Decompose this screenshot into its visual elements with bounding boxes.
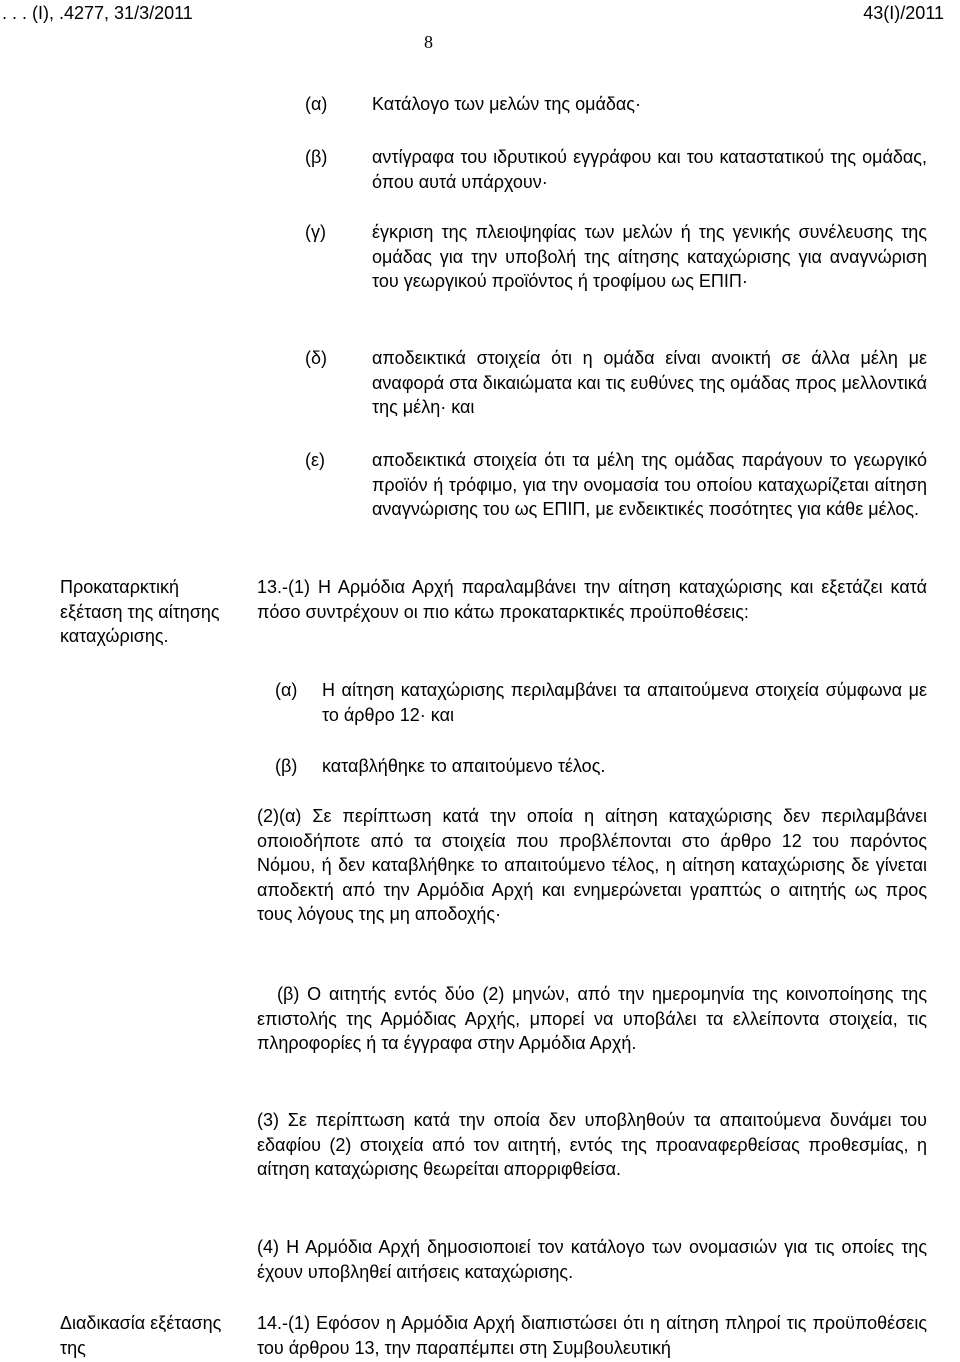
article-13-intro: 13.-(1) Η Αρμόδια Αρχή παραλαμβάνει την αίτηση καταχώρισης και εξετάζει κατά πόσο συντρέχουν οι πιο κάτω προκαταρκτικές προϋποθέσεις: xyxy=(257,577,927,622)
list-item-c: έγκριση της πλειοψηφίας των μελών ή της γενικής συνέλευσης της ομάδας για την υποβολή της αίτησης καταχώρισης για αναγνώριση του γεωργικού προϊόντος ή τροφίμου ως ΕΠΙΠ· xyxy=(372,222,927,291)
page-number: 8 xyxy=(424,32,433,52)
list-label-d: (δ) xyxy=(305,348,328,368)
list-label-e: (ε) xyxy=(305,450,326,470)
condition-label-a: (α) xyxy=(275,680,298,700)
condition-b: καταβλήθηκε το απαιτούμενο τέλος. xyxy=(322,756,606,776)
article-13-paragraph-2b: (β) Ο αιτητής εντός δύο (2) μηνών, από την ημερομηνία της κοινοποίησης της επιστολής της Αρμόδιας Αρχής, μπορεί να υποβάλει τα ελλείποντα στοιχεία, τις πληροφορίες ή τα έγγραφα στην Αρμόδια Αρχή. xyxy=(257,984,927,1053)
list-item-e: αποδεικτικά στοιχεία ότι τα μέλη της ομάδας παράγουν το γεωργικό προϊόν ή τρόφιμο, για την ονομασία του οποίου καταχωρίζεται αίτηση αναγνώρισης του ως ΕΠΙΠ, με ενδεικτικές ποσότητες για κάθε μέλος. xyxy=(372,450,927,519)
list-item-b: αντίγραφα του ιδρυτικού εγγράφου και του καταστατικού της ομάδας, όπου αυτά υπάρχουν· xyxy=(372,147,927,192)
article-13-paragraph-2a: (2)(α) Σε περίπτωση κατά την οποία η αίτηση καταχώρισης δεν περιλαμβάνει οποιοδήποτε από τα στοιχεία που προβλέπονται στο άρθρο 12 του παρόντος Νόμου, ή δεν καταβλήθηκε το απαιτούμενο τέλος, η αίτηση καταχώρισης δε γίνεται αποδεκτή από την Αρμόδια Αρχή και ενημερώνεται γραπτώς ο αιτητής ως προς τους λόγους της μη αποδοχής· xyxy=(257,806,927,924)
article-13-paragraph-4: (4) Η Αρμόδια Αρχή δημοσιοποιεί τον κατάλογο των ονομασιών για τις οποίες της έχουν υποβληθεί αιτήσεις καταχώρισης. xyxy=(257,1237,927,1282)
list-item-d: αποδεικτικά στοιχεία ότι η ομάδα είναι ανοικτή σε άλλα μέλη με αναφορά στα δικαιώματα και τις ευθύνες της ομάδας προς μελλοντικά της μέλη· και xyxy=(372,348,927,417)
header-reference: . . . (Ι), .4277, 31/3/2011 xyxy=(2,3,193,23)
condition-label-b: (β) xyxy=(275,756,298,776)
side-heading-article-13: Προκαταρκτική εξέταση της αίτησης καταχώρισης. xyxy=(60,577,220,646)
header-law-number: 43(Ι)/2011 xyxy=(863,3,944,23)
list-label-c: (γ) xyxy=(305,222,326,242)
condition-a: Η αίτηση καταχώρισης περιλαμβάνει τα απαιτούμενα στοιχεία σύμφωνα με το άρθρο 12· και xyxy=(322,680,927,725)
list-item-a: Κατάλογο των μελών της ομάδας· xyxy=(372,94,641,114)
list-label-b: (β) xyxy=(305,147,328,167)
list-label-a: (α) xyxy=(305,94,328,114)
article-13-paragraph-3: (3) Σε περίπτωση κατά την οποία δεν υποβληθούν τα απαιτούμενα δυνάμει του εδαφίου (2) στοιχεία από τον αιτητή, εντός της προαναφερθείσας προθεσμίας, η αίτηση καταχώρισης θεωρείται απορριφθείσα. xyxy=(257,1110,927,1179)
article-14-intro: 14.-(1) Εφόσον η Αρμόδια Αρχή διαπιστώσει ότι η αίτηση πληροί τις προϋποθέσεις του άρθρου 13, την παραπέμπει στη Συμβουλευτική xyxy=(257,1313,927,1358)
side-heading-article-14: Διαδικασία εξέτασης της xyxy=(60,1313,222,1358)
